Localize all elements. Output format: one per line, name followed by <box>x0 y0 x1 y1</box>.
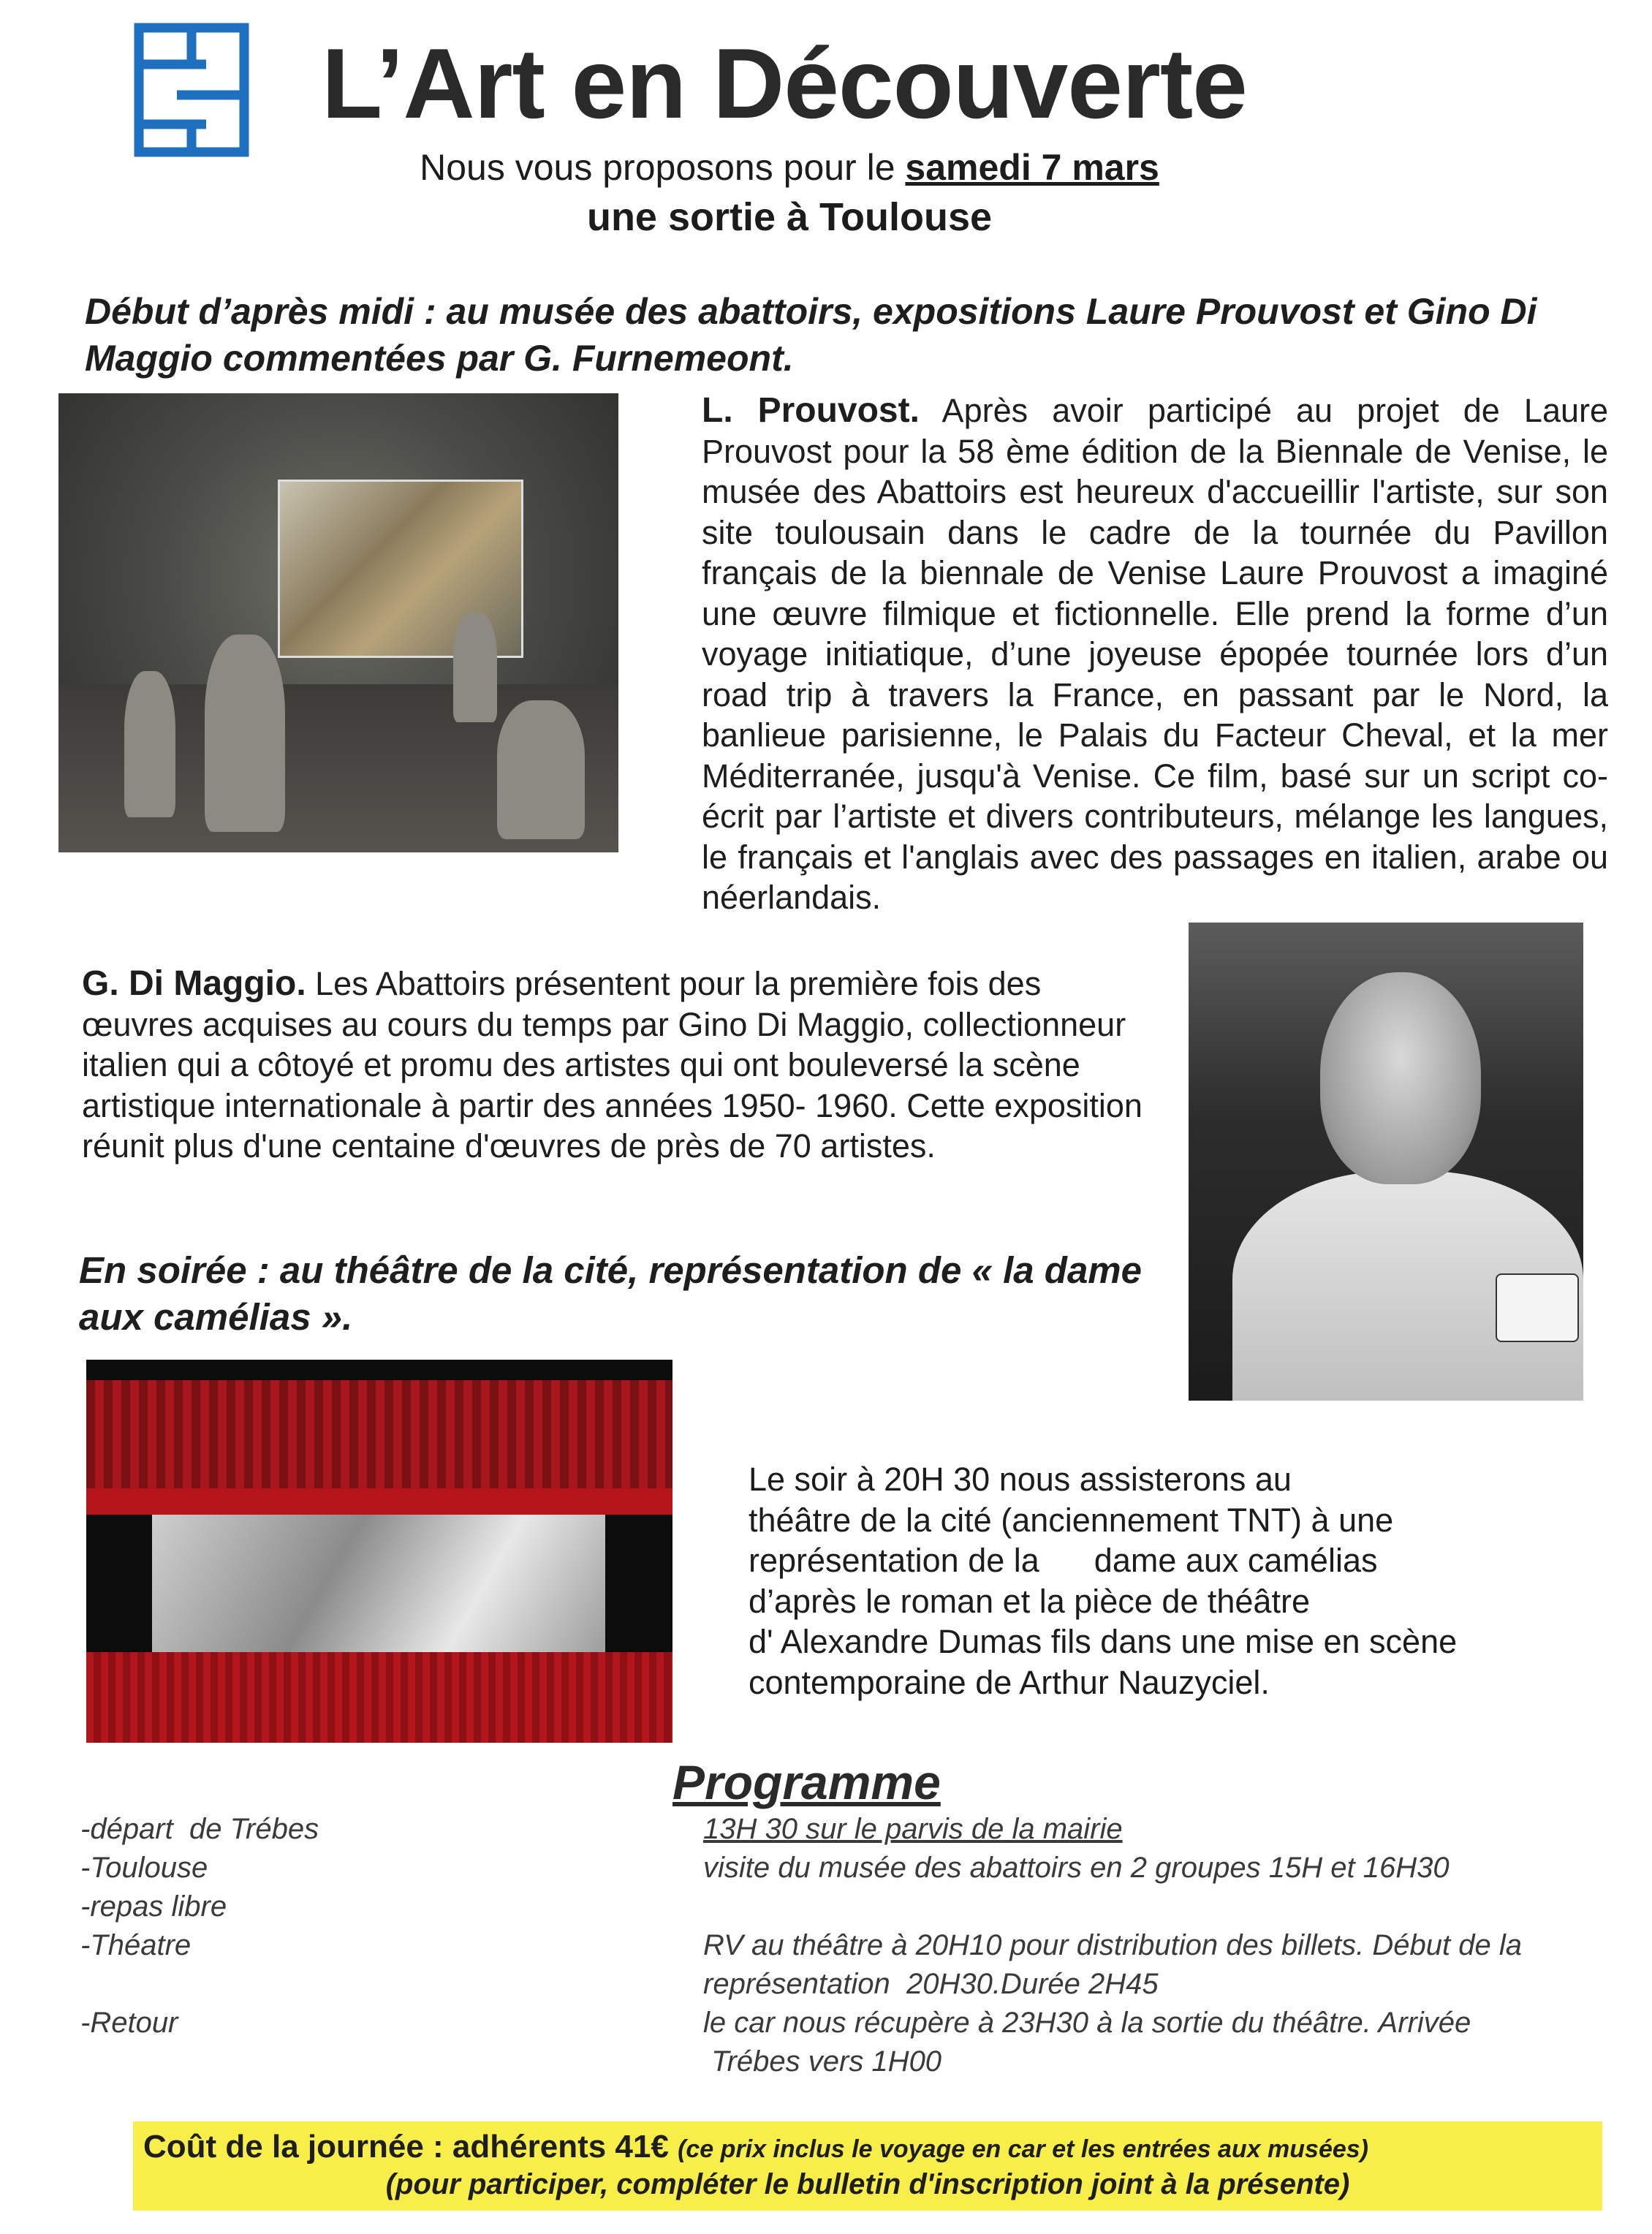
programme-detail: 13H 30 sur le parvis de la mairie <box>703 1813 1123 1845</box>
cost-main: Coût de la journée : adhérents 41€ <box>143 2129 678 2165</box>
programme-steps <box>80 1810 461 2042</box>
programme-step <box>80 1965 461 2004</box>
dimaggio-paragraph <box>82 963 1149 1167</box>
programme-details <box>703 1810 1610 2081</box>
evening-description <box>749 1459 1560 1703</box>
page-title: L’Art en Découverte <box>322 28 1247 139</box>
intro-line <box>0 146 1579 189</box>
registration-note: (pour participer, compléter le bulletin d'inscription joint à la présente) <box>385 2168 1350 2200</box>
programme-detail: le car nous récupère à 23H30 à la sortie du théâtre. Arrivée <box>703 2007 1471 2039</box>
programme-step: -Toulouse <box>80 1852 208 1884</box>
programme-detail: visite du musée des abattoirs en 2 groupes 15H et 16H30 <box>703 1852 1450 1884</box>
programme-step: -repas libre <box>80 1890 227 1923</box>
programme-detail: Trébes vers 1H00 <box>703 2045 942 2078</box>
evening-line: contemporaine de Arthur Nauzyciel. <box>749 1663 1270 1701</box>
programme-step: -Théatre <box>80 1929 192 1961</box>
evening-line: Le soir à 20H 30 nous assisterons au <box>749 1461 1292 1498</box>
evening-line: représentation de la dame aux camélias <box>749 1542 1378 1579</box>
prouvost-exhibition-photo <box>58 393 618 852</box>
programme-detail: représentation 20H30.Durée 2H45 <box>703 1968 1159 2000</box>
programme-title: Programme <box>672 1755 941 1809</box>
evening-line: d’après le roman et la pièce de théâtre <box>749 1582 1310 1620</box>
cost-line <box>143 2129 1598 2165</box>
cost-note: (ce prix inclus le voyage en car et les entrées aux musées) <box>678 2135 1368 2163</box>
evening-line: d' Alexandre Dumas fils dans une mise en scène <box>749 1623 1458 1660</box>
intro-prefix: Nous vous proposons pour le <box>420 147 906 188</box>
theatre-stage-photo <box>86 1360 672 1743</box>
intro-date: samedi 7 mars <box>905 147 1159 188</box>
evening-line: théâtre de la cité (anciennement TNT) à une <box>749 1501 1394 1539</box>
dimaggio-body: Les Abattoirs présentent pour la première fois des œuvres acquises au cours du temps par Gino Di Maggio, collectionneur italien qui a côtoyé et promu des artistes qui ont bouleversé la scène artistique internationale à partir des années 1950- 1960. Cette exposition réunit plus d'une centaine d'œuvres de près de 70 artistes. <box>82 965 1143 1165</box>
prouvost-paragraph <box>702 390 1608 918</box>
afternoon-heading: Début d’après midi : au musée des abattoirs, expositions Laure Prouvost et Gino Di Maggio commentées par G. Furnemeont. <box>85 291 1537 379</box>
programme-detail <box>703 1887 1610 1926</box>
prouvost-body: Après avoir participé au projet de Laure Prouvost pour la 58 ème édition de la Biennale de Venise, le musée des Abattoirs est heureux d'accueillir l'artiste, sur son site toulousain dans le cadre de la tournée du Pavillon français de la biennale de Venise Laure Prouvost a imaginé une œuvre filmique et fictionnelle. Elle prend la forme d’un voyage initiatique, d’une joyeuse épopée tournée lors d’un road trip à travers la France, en passant par le Nord, la banlieue parisienne, le Palais du Facteur Cheval, et la mer Méditerranée, jusqu'à Venise. Ce film, basé sur un script co-écrit par l’artiste et divers contributeurs, mélange les langues, le français et l'anglais avec des passages en italien, arabe ou néerlandais. <box>702 392 1609 916</box>
dimaggio-portrait-photo <box>1189 923 1583 1401</box>
programme-detail: RV au théâtre à 20H10 pour distribution des billets. Début de la <box>703 1929 1522 1961</box>
association-logo <box>133 22 250 158</box>
programme-step: -départ de Trébes <box>80 1813 319 1845</box>
prouvost-lead: L. Prouvost. <box>702 391 920 430</box>
dimaggio-lead: G. Di Maggio. <box>82 964 306 1003</box>
evening-heading: En soirée : au théâtre de la cité, représentation de « la dame aux camélias ». <box>79 1249 1143 1338</box>
programme-step: -Retour <box>80 2007 178 2039</box>
intro-subtitle: une sortie à Toulouse <box>586 195 993 239</box>
